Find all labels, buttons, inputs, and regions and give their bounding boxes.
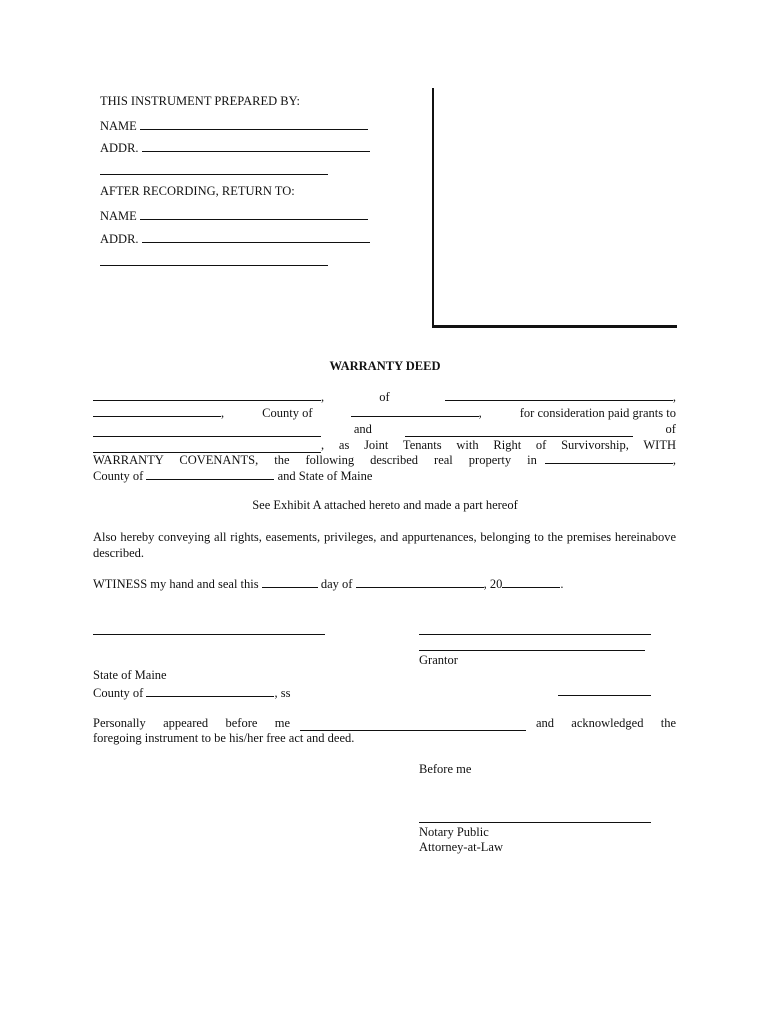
property-county-field[interactable]: [146, 467, 274, 480]
before-me-label: Before me: [419, 762, 472, 776]
prepared-addr-line2[interactable]: [100, 174, 328, 175]
return-name-field[interactable]: [140, 207, 368, 220]
personally-line-1: [93, 715, 676, 731]
return-addr-line2[interactable]: [100, 265, 328, 266]
witness-line: WTINESS my hand and seal this day of , 20 .: [93, 577, 564, 591]
exhibit-text: See Exhibit A attached hereto and made a part hereof: [252, 498, 518, 512]
grantor-town-field[interactable]: [93, 404, 221, 417]
attorney-label: Attorney-at-Law: [419, 840, 503, 854]
return-addr-line: [100, 230, 370, 247]
deed-county2-label: County of: [93, 469, 144, 483]
witness-signature-line[interactable]: [93, 634, 325, 635]
grantor-residence-field[interactable]: [445, 388, 673, 401]
notary-public-label: Notary Public: [419, 825, 489, 839]
prepared-addr-field[interactable]: [142, 139, 370, 152]
return-name-label: NAME: [100, 209, 137, 223]
grantor-county-field[interactable]: [351, 404, 479, 417]
deed-of-label: of: [379, 390, 390, 404]
prepared-name-label: NAME: [100, 119, 137, 133]
deed-line-5: WARRANTY COVENANTS, the following described real property in ,: [93, 453, 676, 467]
deed-line-3: [93, 421, 676, 437]
witness-year-prefix: , 20: [483, 577, 503, 591]
ss-label: , ss: [274, 686, 291, 700]
deed-state-label: and State of Maine: [277, 469, 373, 483]
prepared-name-line: [100, 117, 368, 134]
county-ss-line: [93, 684, 290, 701]
deed-consideration-text: for consideration paid grants to: [519, 406, 676, 420]
witness-text: WTINESS my hand and seal this: [93, 577, 259, 591]
deed-line-2: , County of , for consideration paid grants to: [93, 405, 676, 421]
prepared-name-field[interactable]: [140, 117, 368, 130]
grantor-signature-line-1[interactable]: [419, 634, 651, 635]
state-label: State of Maine: [93, 668, 167, 682]
grantor-signature-line-2[interactable]: [419, 650, 645, 651]
witness-year-field[interactable]: [502, 575, 560, 588]
personally-line-2: foregoing instrument to be his/her free act and deed.: [93, 731, 355, 745]
document-title: WARRANTY DEED: [329, 359, 441, 373]
deed-joint-tenants-text: , as Joint Tenants with Right of Survivorship, WITH: [321, 438, 676, 452]
prepared-addr-label: ADDR.: [100, 141, 139, 155]
notary-signature-line[interactable]: [419, 822, 651, 823]
return-addr-label: ADDR.: [100, 232, 139, 246]
conveying-paragraph: Also hereby conveying all rights, easements, privileges, and appurtenances, belonging to the premises hereinabove described.: [93, 530, 676, 560]
deed-county-label: County of: [262, 406, 313, 420]
witness-day-field[interactable]: [262, 575, 318, 588]
deed-line-6: [93, 467, 372, 484]
notary-county-field[interactable]: [146, 684, 274, 697]
recording-box-bottom-border: [432, 325, 677, 328]
prepared-by-header: THIS INSTRUMENT PREPARED BY:: [100, 94, 300, 108]
county-ss-label: County of: [93, 686, 144, 700]
witness-month-field[interactable]: [356, 575, 484, 588]
witness-day-of: day of: [320, 577, 353, 591]
return-name-line: [100, 207, 368, 224]
property-town-field[interactable]: [545, 451, 673, 464]
grantee2-name-field[interactable]: [405, 424, 633, 437]
deed-line-1: , of ,: [93, 389, 676, 405]
recording-box-left-border: [432, 88, 434, 328]
grantee1-name-field[interactable]: [93, 424, 321, 437]
grantor-label: Grantor: [419, 653, 458, 667]
prepared-addr-line: [100, 139, 370, 156]
acknowledged-text: and acknowledged the: [536, 716, 676, 730]
personally-text: Personally appeared before me: [93, 716, 290, 730]
deed-covenants-text: WARRANTY COVENANTS, the following described real property in: [93, 453, 537, 467]
return-to-header: AFTER RECORDING, RETURN TO:: [100, 184, 295, 198]
grantor-name-field[interactable]: [93, 388, 321, 401]
deed-of2-label: of: [665, 422, 676, 436]
deed-and-label: and: [353, 422, 372, 436]
notary-date-line[interactable]: [558, 695, 651, 696]
appearer-name-field[interactable]: [300, 718, 526, 731]
return-addr-field[interactable]: [142, 230, 370, 243]
